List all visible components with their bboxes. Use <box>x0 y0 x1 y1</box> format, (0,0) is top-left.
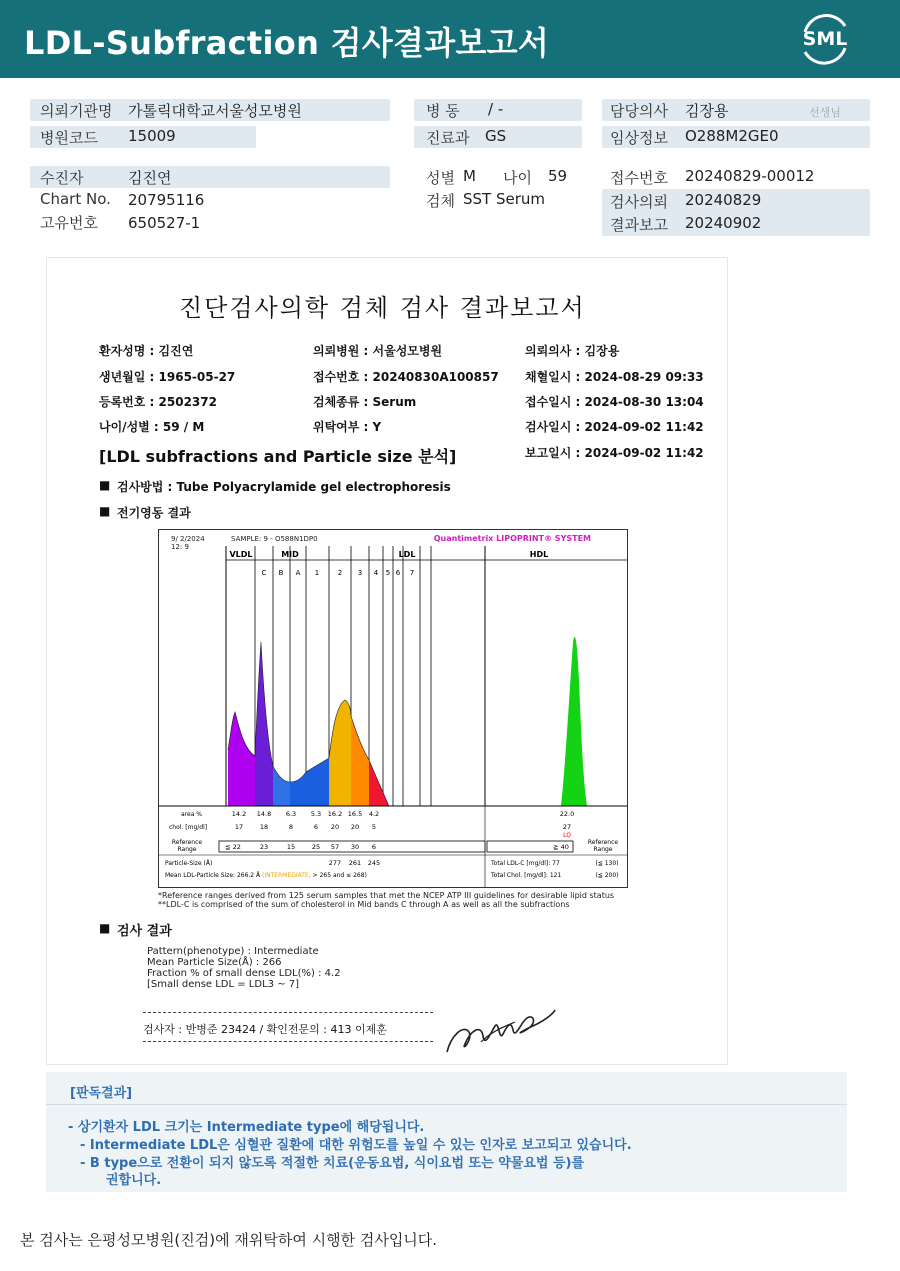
chol-value: 20 <box>330 823 340 831</box>
method-text: 검사방법 : Tube Polyacrylamide gel electrophoresis <box>117 480 451 494</box>
mean-label: Mean LDL-Particle Size: 266.2 Å <box>165 872 263 879</box>
ref-right-2: Range <box>593 846 613 853</box>
band-label: 2 <box>337 569 343 577</box>
unique-no-label: 고유번호 <box>40 214 98 232</box>
area-value: 5.3 <box>310 810 322 818</box>
doctor-note: 선생님 <box>809 106 841 119</box>
ref-value: 15 <box>286 843 296 851</box>
page-title: LDL-Subfraction 검사결과보고서 <box>24 24 550 62</box>
report-date-label: 결과보고 <box>610 216 668 234</box>
hospital-code-value: 15009 <box>128 127 176 145</box>
group-label: LDL <box>398 550 416 559</box>
chol-flag: LO <box>563 832 571 839</box>
chart-date: 9/ 2/2024 <box>171 535 205 543</box>
area-value: 4.2 <box>368 810 380 818</box>
clinical-value: O288M2GE0 <box>685 127 779 145</box>
field-receipt: 접수번호 : 20240830A100857 <box>313 370 499 384</box>
report-title: 진단검사의학 검체 검사 결과보고서 <box>179 294 586 322</box>
total-ldl-label: Total LDL-C [mg/dl]: 77 <box>491 860 560 867</box>
chart-time: 12: 9 <box>171 543 189 551</box>
ref-value: 6 <box>371 843 377 851</box>
age-value: 59 <box>548 167 568 185</box>
sex-value: M <box>463 167 476 185</box>
judgement-header: [판독결과] <box>70 1086 133 1101</box>
result-bullet: ■ <box>99 921 111 935</box>
doctor-value: 김장용 <box>685 102 729 120</box>
chol-value: 6 <box>313 823 319 831</box>
ref-value: ≧ 40 <box>553 843 569 851</box>
sex-label: 성별 <box>426 169 455 187</box>
signature-image <box>441 1002 561 1062</box>
method-bullet: ■ <box>99 478 111 492</box>
ref-value: 25 <box>311 843 321 851</box>
field-name: 환자성명 : 김진연 <box>99 344 194 358</box>
chol-value: 17 <box>234 823 244 831</box>
field-agesex: 나이/성별 : 59 / M <box>99 420 205 434</box>
specimen-label: 검체 <box>426 192 455 210</box>
signers: 검사자 : 반병준 23424 / 확인전문의 : 413 이제훈 <box>143 1023 387 1036</box>
ward-label: 병 동 <box>426 102 460 120</box>
band-label: C <box>261 569 267 577</box>
receipt-value: 20240829-00012 <box>685 167 815 185</box>
area-value: 14.2 <box>231 810 247 818</box>
hospital-code-label: 병원코드 <box>40 129 98 147</box>
band-label: 6 <box>395 569 401 577</box>
sig-divider-bottom <box>143 1041 433 1042</box>
chart-sample: SAMPLE: 9 - O588N1DP0 <box>231 535 318 543</box>
result-line-1: Pattern(phenotype) : Intermediate <box>147 946 319 957</box>
group-label: HDL <box>529 550 549 559</box>
field-hospital: 의뢰병원 : 서울성모병원 <box>313 344 443 358</box>
particle-value: 261 <box>348 859 362 867</box>
clinical-label: 임상정보 <box>610 129 668 147</box>
field-collect: 채혈일시 : 2024-08-29 09:33 <box>525 370 704 384</box>
total-chol-label: Total Chol. [mg/dl]: 121 <box>491 872 562 879</box>
result-line-4: [Small dense LDL = LDL3 ~ 7] <box>147 979 300 990</box>
total-chol-ref: (≦ 200) <box>595 872 619 879</box>
chart-brand: Quantimetrix LIPOPRINT® SYSTEM <box>433 534 591 543</box>
section-title: [LDL subfractions and Particle size 분석] <box>99 447 457 466</box>
age-label: 나이 <box>503 169 532 187</box>
ref-label-2: Range <box>177 846 197 853</box>
ref-value: 30 <box>350 843 360 851</box>
electrophoresis-chart <box>158 529 628 888</box>
mean-class: (INTERMEDIATE; <box>262 872 311 879</box>
chol-value: 27 <box>562 823 572 831</box>
request-value: 20240829 <box>685 191 762 209</box>
band-label: 7 <box>409 569 415 577</box>
area-value: 22.0 <box>559 810 575 818</box>
area-value: 6.3 <box>285 810 297 818</box>
department-label: 진료과 <box>426 129 470 147</box>
field-birth: 생년월일 : 1965-05-27 <box>99 370 236 384</box>
electro-label: 전기영동 결과 <box>117 506 191 520</box>
ref-value: ≦ 22 <box>225 843 241 851</box>
footnote-1: *Reference ranges derived from 125 serum samples that met the NCEP ATP III guidelines for desirable lipid status <box>158 891 615 900</box>
request-label: 검사의뢰 <box>610 193 668 211</box>
footnote-2: **LDL-C is comprised of the sum of cholesterol in Mid bands C through A as well as all the subfractions <box>158 900 570 909</box>
ref-right-1: Reference <box>587 839 619 846</box>
band-label: 4 <box>373 569 379 577</box>
sml-logo <box>797 12 853 66</box>
group-label: MID <box>281 550 299 559</box>
group-label: VLDL <box>229 550 253 559</box>
specimen-value: SST Serum <box>463 190 546 208</box>
department-value: GS <box>485 127 507 145</box>
band-label: 1 <box>314 569 320 577</box>
chol-label: chol. [mg/dl] <box>169 824 208 831</box>
total-ldl-ref: (≦ 130) <box>595 860 619 867</box>
electrophoresis-svg <box>159 530 627 887</box>
sig-divider-top <box>143 1012 433 1013</box>
institution-value: 가톨릭대학교서울성모병원 <box>128 102 302 120</box>
chol-value: 20 <box>350 823 360 831</box>
ref-label-1: Reference <box>171 839 203 846</box>
report-date-value: 20240902 <box>685 214 762 232</box>
area-value: 16.5 <box>347 810 363 818</box>
patient-value: 김진연 <box>128 169 172 187</box>
particle-value: 277 <box>328 859 342 867</box>
logo-text: SML <box>802 28 848 50</box>
ward-value: / - <box>488 100 504 118</box>
doctor-label: 담당의사 <box>610 102 668 120</box>
band-label: 3 <box>357 569 363 577</box>
mean-range: > 265 and ≤ 268) <box>310 872 367 879</box>
judgement-panel <box>46 1072 847 1192</box>
field-reg: 등록번호 : 2502372 <box>99 395 217 409</box>
field-consign: 위탁여부 : Y <box>313 420 382 434</box>
field-test: 검사일시 : 2024-09-02 11:42 <box>525 420 704 434</box>
field-receive: 접수일시 : 2024-08-30 13:04 <box>525 395 704 409</box>
judgement-line-1: - 상기환자 LDL 크기는 Intermediate type에 해당됩니다. <box>68 1120 425 1135</box>
ref-value: 57 <box>330 843 340 851</box>
result-line-3: Fraction % of small dense LDL(%) : 4.2 <box>147 968 341 979</box>
field-specimen: 검체종류 : Serum <box>313 395 417 409</box>
field-reportdt: 보고일시 : 2024-09-02 11:42 <box>525 446 704 460</box>
receipt-label: 접수번호 <box>610 169 668 187</box>
chol-value: 5 <box>371 823 377 831</box>
patient-row <box>30 166 390 188</box>
chart-no-label: Chart No. <box>40 190 111 208</box>
mean-size <box>165 872 367 879</box>
header-bar <box>0 0 900 78</box>
band-label: 5 <box>385 569 391 577</box>
institution-label: 의뢰기관명 <box>40 102 113 120</box>
electro-bullet: ■ <box>99 504 111 518</box>
chol-value: 8 <box>288 823 294 831</box>
judgement-line-3: - B type으로 전환이 되지 않도록 적절한 치료(운동요법, 식이요법 또는 약물요법 등)를 <box>80 1156 585 1171</box>
unique-no-value: 650527-1 <box>128 214 201 232</box>
area-value: 14.8 <box>256 810 272 818</box>
particle-label: Particle-Size (Å) <box>165 860 213 867</box>
patient-label: 수진자 <box>40 169 84 187</box>
chol-value: 18 <box>259 823 269 831</box>
field-doctor: 의뢰의사 : 김장용 <box>525 344 620 358</box>
ref-value: 23 <box>259 843 269 851</box>
judgement-line-4: 권합니다. <box>106 1173 162 1188</box>
footer-note: 본 검사는 은평성모병원(진검)에 재위탁하여 시행한 검사입니다. <box>20 1231 438 1249</box>
result-label: 검사 결과 <box>117 924 172 939</box>
scanned-report <box>46 257 728 1065</box>
particle-value: 245 <box>367 859 381 867</box>
result-line-2: Mean Particle Size(Å) : 266 <box>147 957 282 968</box>
band-label: A <box>295 569 301 577</box>
chart-no-value: 20795116 <box>128 191 205 209</box>
band-label: B <box>278 569 284 577</box>
area-value: 16.2 <box>327 810 343 818</box>
area-label: area % <box>181 811 202 818</box>
judgement-divider <box>46 1104 847 1105</box>
judgement-line-2: - Intermediate LDL은 심혈관 질환에 대한 위험도를 높일 수 있는 인자로 보고되고 있습니다. <box>80 1138 632 1153</box>
